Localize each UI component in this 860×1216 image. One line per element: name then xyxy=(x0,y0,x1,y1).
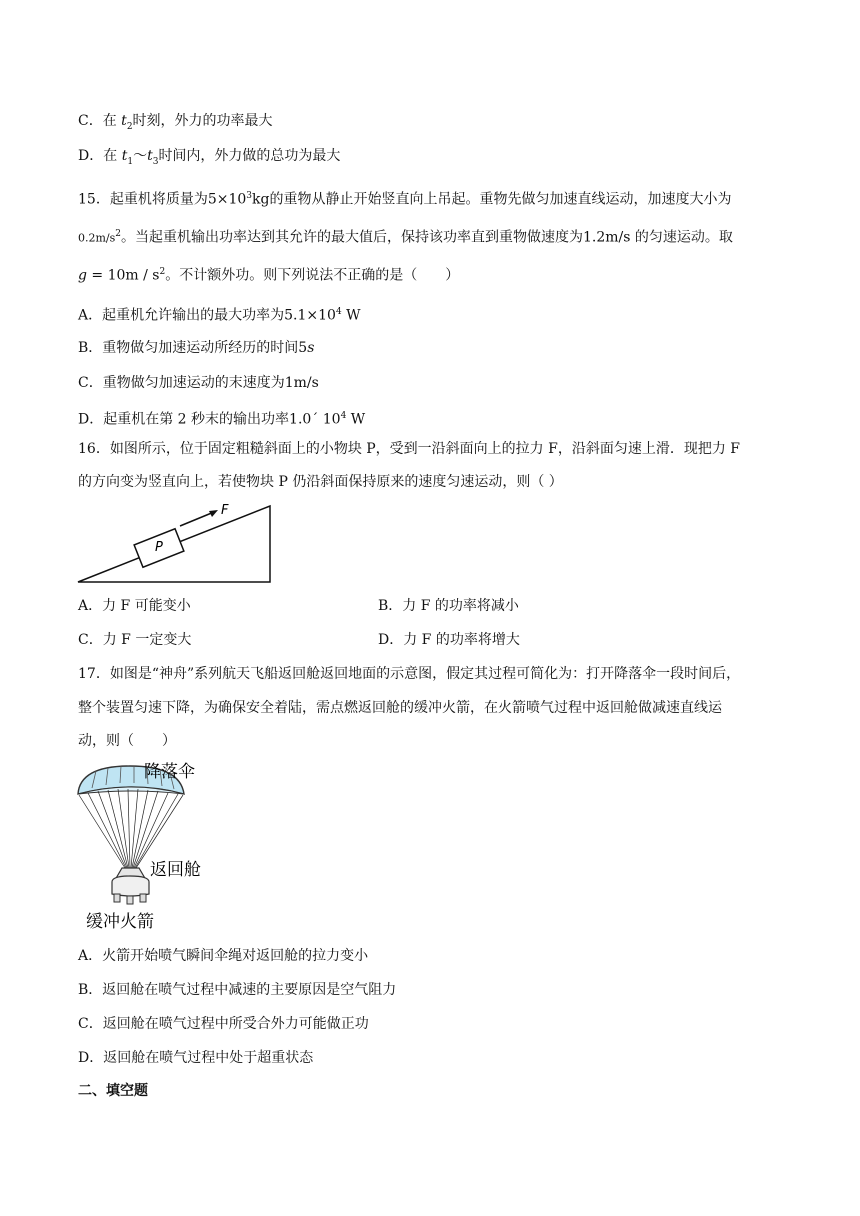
q16-stem-line-1: 16．如图所示，位于固定粗糙斜面上的小物块 P，受到一沿斜面向上的拉力 F，沿斜面匀速上滑．现把力 F xyxy=(78,441,741,457)
q14-option-c: C．在 $t_2$时刻，外力的功率最大 xyxy=(78,113,273,132)
q17-stem-line-1: 17．如图是“神舟”系列航天飞船返回舱返回地面的示意图，假定其过程可简化为：打开降落伞一段时间后， xyxy=(78,666,741,682)
buffer-rocket-right xyxy=(140,894,146,902)
q15-option-b: B．重物做匀加速运动所经历的时间5s xyxy=(78,340,315,356)
q15-stem-line-2: $0.2m/s^2$。当起重机输出功率达到其允许的最大值后，保持该功率直到重物做速度为1.2m/s 的匀速运动。取 xyxy=(78,229,733,246)
shroud-lines xyxy=(79,789,183,868)
q15-stem-line-3: $g = 10m / s^2$。不计额外功。则下列说法不正确的是（ ） xyxy=(78,267,460,284)
force-arrow-shaft xyxy=(180,512,214,526)
buffer-rocket-left xyxy=(114,894,120,902)
incline-figure xyxy=(76,500,276,588)
return-capsule xyxy=(112,876,149,896)
q15-option-d: D．起重机在第 2 秒末的输出功率1.0´ $10^4$ W xyxy=(78,411,366,428)
parachute-label: 降落伞 xyxy=(144,762,195,782)
force-arrow-head xyxy=(209,510,218,517)
buffer-rocket-label: 缓冲火箭 xyxy=(86,912,154,932)
q16-option-a: A．力 F 可能变小 xyxy=(78,598,191,614)
q17-option-c: C．返回舱在喷气过程中所受合外力可能做正功 xyxy=(78,1016,369,1032)
block-label: P xyxy=(155,540,163,555)
buffer-rocket-middle xyxy=(127,896,133,904)
q17-option-d: D．返回舱在喷气过程中处于超重状态 xyxy=(78,1050,314,1066)
q15-stem-line-1: 15．起重机将质量为$5\times 10^3kg$的重物从静止开始竖直向上吊起。重物先做匀加速直线运动，加速度大小为 xyxy=(78,191,732,208)
capsule-label: 返回舱 xyxy=(150,860,201,880)
q17-option-b: B．返回舱在喷气过程中减速的主要原因是空气阻力 xyxy=(78,982,397,998)
force-label: F xyxy=(221,503,229,518)
q15-option-c: C．重物做匀加速运动的末速度为1m/s xyxy=(78,375,319,391)
q16-option-c: C．力 F 一定变大 xyxy=(78,632,192,648)
q14-option-d: D．在 $t_1\sim t_3$时间内，外力做的总功为最大 xyxy=(78,148,341,167)
q17-stem-line-3: 动，则（ ） xyxy=(78,733,176,749)
parachute-figure xyxy=(74,758,224,934)
section-heading-fill-in: 二、填空题 xyxy=(78,1083,148,1099)
q16-option-b: B．力 F 的功率将减小 xyxy=(378,598,519,614)
q17-option-a: A．火箭开始喷气瞬间伞绳对返回舱的拉力变小 xyxy=(78,948,369,964)
q15-option-a: A．起重机允许输出的最大功率为$5.1\times 10^4$ W xyxy=(78,307,361,324)
q16-stem-line-2: 的方向变为竖直向上，若使物块 P 仍沿斜面保持原来的速度匀速运动，则（ ） xyxy=(78,474,563,490)
q17-stem-line-2: 整个装置匀速下降，为确保安全着陆，需点燃返回舱的缓冲火箭，在火箭喷气过程中返回舱做减速直线运 xyxy=(78,700,722,716)
q16-option-d: D．力 F 的功率将增大 xyxy=(378,632,520,648)
